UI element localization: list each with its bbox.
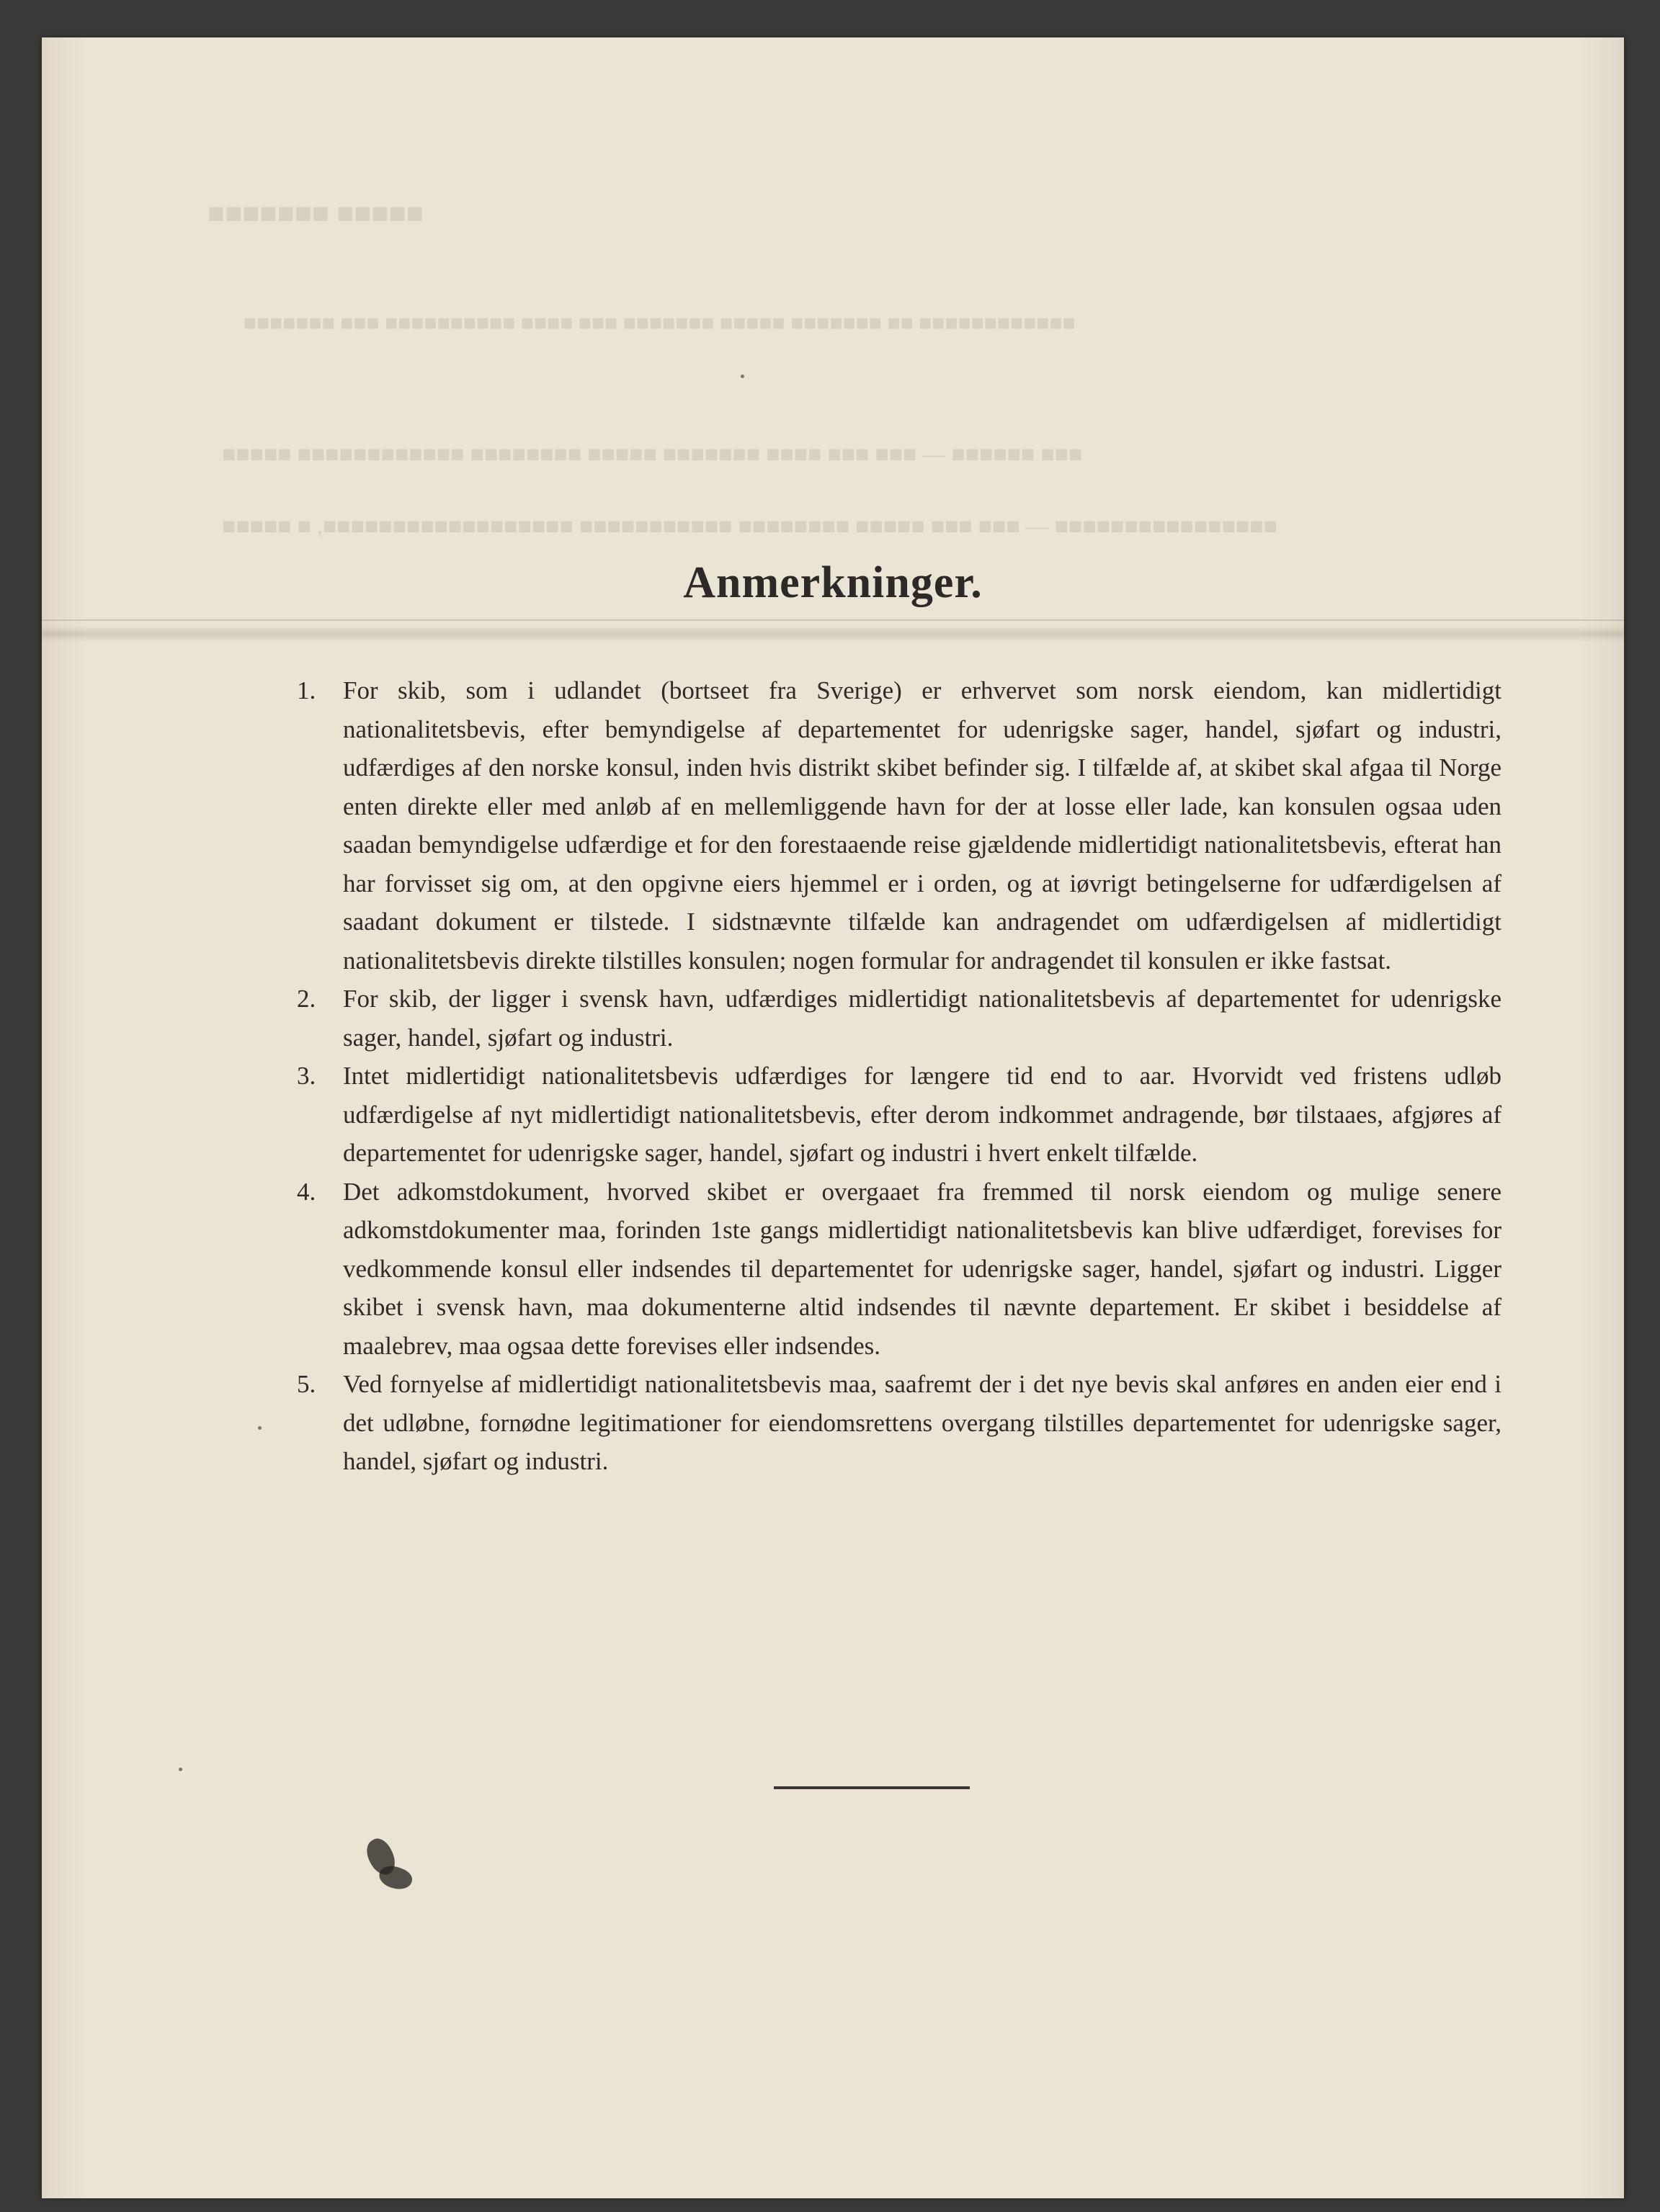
note-text: Intet midlertidigt nationalitetsbevis udfærdiges for længere tid end to aar. Hvorvidt ved fristens udløb udfærdigelse af nyt midlertidigt nationalitetsbevis, efter derom indkommet andragende, bør tilstaaes, afgjøres af departementet for udenrigske sager, handel, sjøfart og industri i hvert enkelt tilfælde. <box>343 1062 1501 1167</box>
paper-speck <box>179 1768 182 1771</box>
note-item <box>269 1173 1501 1366</box>
note-item <box>269 671 1501 980</box>
note-text: Det adkomstdokument, hvorved skibet er overgaaet fra fremmed til norsk eiendom og mulige senere adkomstdokumenter maa, forinden 1ste gangs midlertidigt nationalitetsbevis kan blive udfærdiget, forevises for vedkommende konsul eller indsendes til departementet for udenrigske sager, handel, sjøfart og industri. Ligger skibet i svensk havn, maa dokumenterne altid indsendes til nævnte departement. Er skibet i besiddelse af maalebrev, maa ogsaa dette forevises eller indsendes. <box>343 1177 1501 1360</box>
paper-speck <box>258 1426 262 1430</box>
page-title: Anmerkninger. <box>683 558 983 607</box>
note-text: For skib, der ligger i svensk havn, udfærdiges midlertidigt nationalitetsbevis af departementet for udenrigske sager, handel, sjøfart og industri. <box>343 985 1501 1052</box>
note-item <box>269 980 1501 1057</box>
bleed-through-text: ■■■■■■■■■■■■ ■■ ■■■■■■■ ■■■■■ ■■■■■■■ ■■■ ■■■■ ■■■■■■■■■■ ■■■ ■■■■■■■ <box>244 311 1076 335</box>
notes-list <box>269 671 1501 1481</box>
note-text: Ved fornyelse af midlertidigt nationalitetsbevis maa, saafremt der i det nye bevis skal anføres en anden eier end i det udløbne, fornødne legitimationer for eiendomsrettens overgang tilstilles departementet for udenrigske sager, handel, sjøfart og industri. <box>343 1370 1501 1475</box>
fold-crease <box>42 619 1624 621</box>
note-text: For skib, som i udlandet (bortseet fra Sverige) er erhvervet som norsk eiendom, kan midlertidigt nationalitetsbevis, efter bemyndigelse af departementet for udenrigske sager, handel, sjøfart og industri, udfærdiges af den norske konsul, inden hvis distrikt skibet befinder sig. I tilfælde af, at skibet skal afgaa til Norge enten direkte eller med anløb af en mellemliggende havn for der at losse eller lade, kan konsulen ogsaa uden saadan bemyndigelse udfærdige et for den forestaaende reise gjældende midlertidigt nationalitetsbevis, efterat han har forvisset sig om, at den opgivne eiers hjemmel er i orden, og at iøvrigt betingelserne for udfærdigelsen af saadant dokument er tilstede. I sidstnævnte tilfælde kan andragendet om udfærdigelsen af midlertidigt nationalitetsbevis direkte tilstilles konsulen; nogen formular for andragendet til konsulen er ikke fastsat. <box>343 676 1501 975</box>
note-item <box>269 1365 1501 1481</box>
note-number: 5. <box>297 1370 316 1398</box>
note-item <box>269 1057 1501 1173</box>
note-number: 1. <box>297 676 316 704</box>
note-number: 3. <box>297 1062 316 1090</box>
document-page <box>42 37 1624 2198</box>
note-number: 2. <box>297 985 316 1013</box>
bleed-through-text: ■■■■■■■■■■■■■■■■ — ■■■ ■■■ ■■■■■ ■■■■■■■■ ■■■■■■■■■■■ ■■■■■■■■■■■■■■■■■■, ■ ■■■■■ <box>222 513 1277 539</box>
bleed-through-text: ■■■■■ ■■■■■■■ <box>208 197 424 229</box>
closing-rule <box>774 1786 970 1789</box>
note-number: 4. <box>297 1177 316 1206</box>
paper-speck <box>741 375 744 378</box>
bleed-through-text: ■■■ ■■■■■■ — ■■■ ■■■ ■■■■ ■■■■■■■ ■■■■■ ■■■■■■■■ ■■■■■■■■■■■■ ■■■■■ <box>222 441 1083 467</box>
